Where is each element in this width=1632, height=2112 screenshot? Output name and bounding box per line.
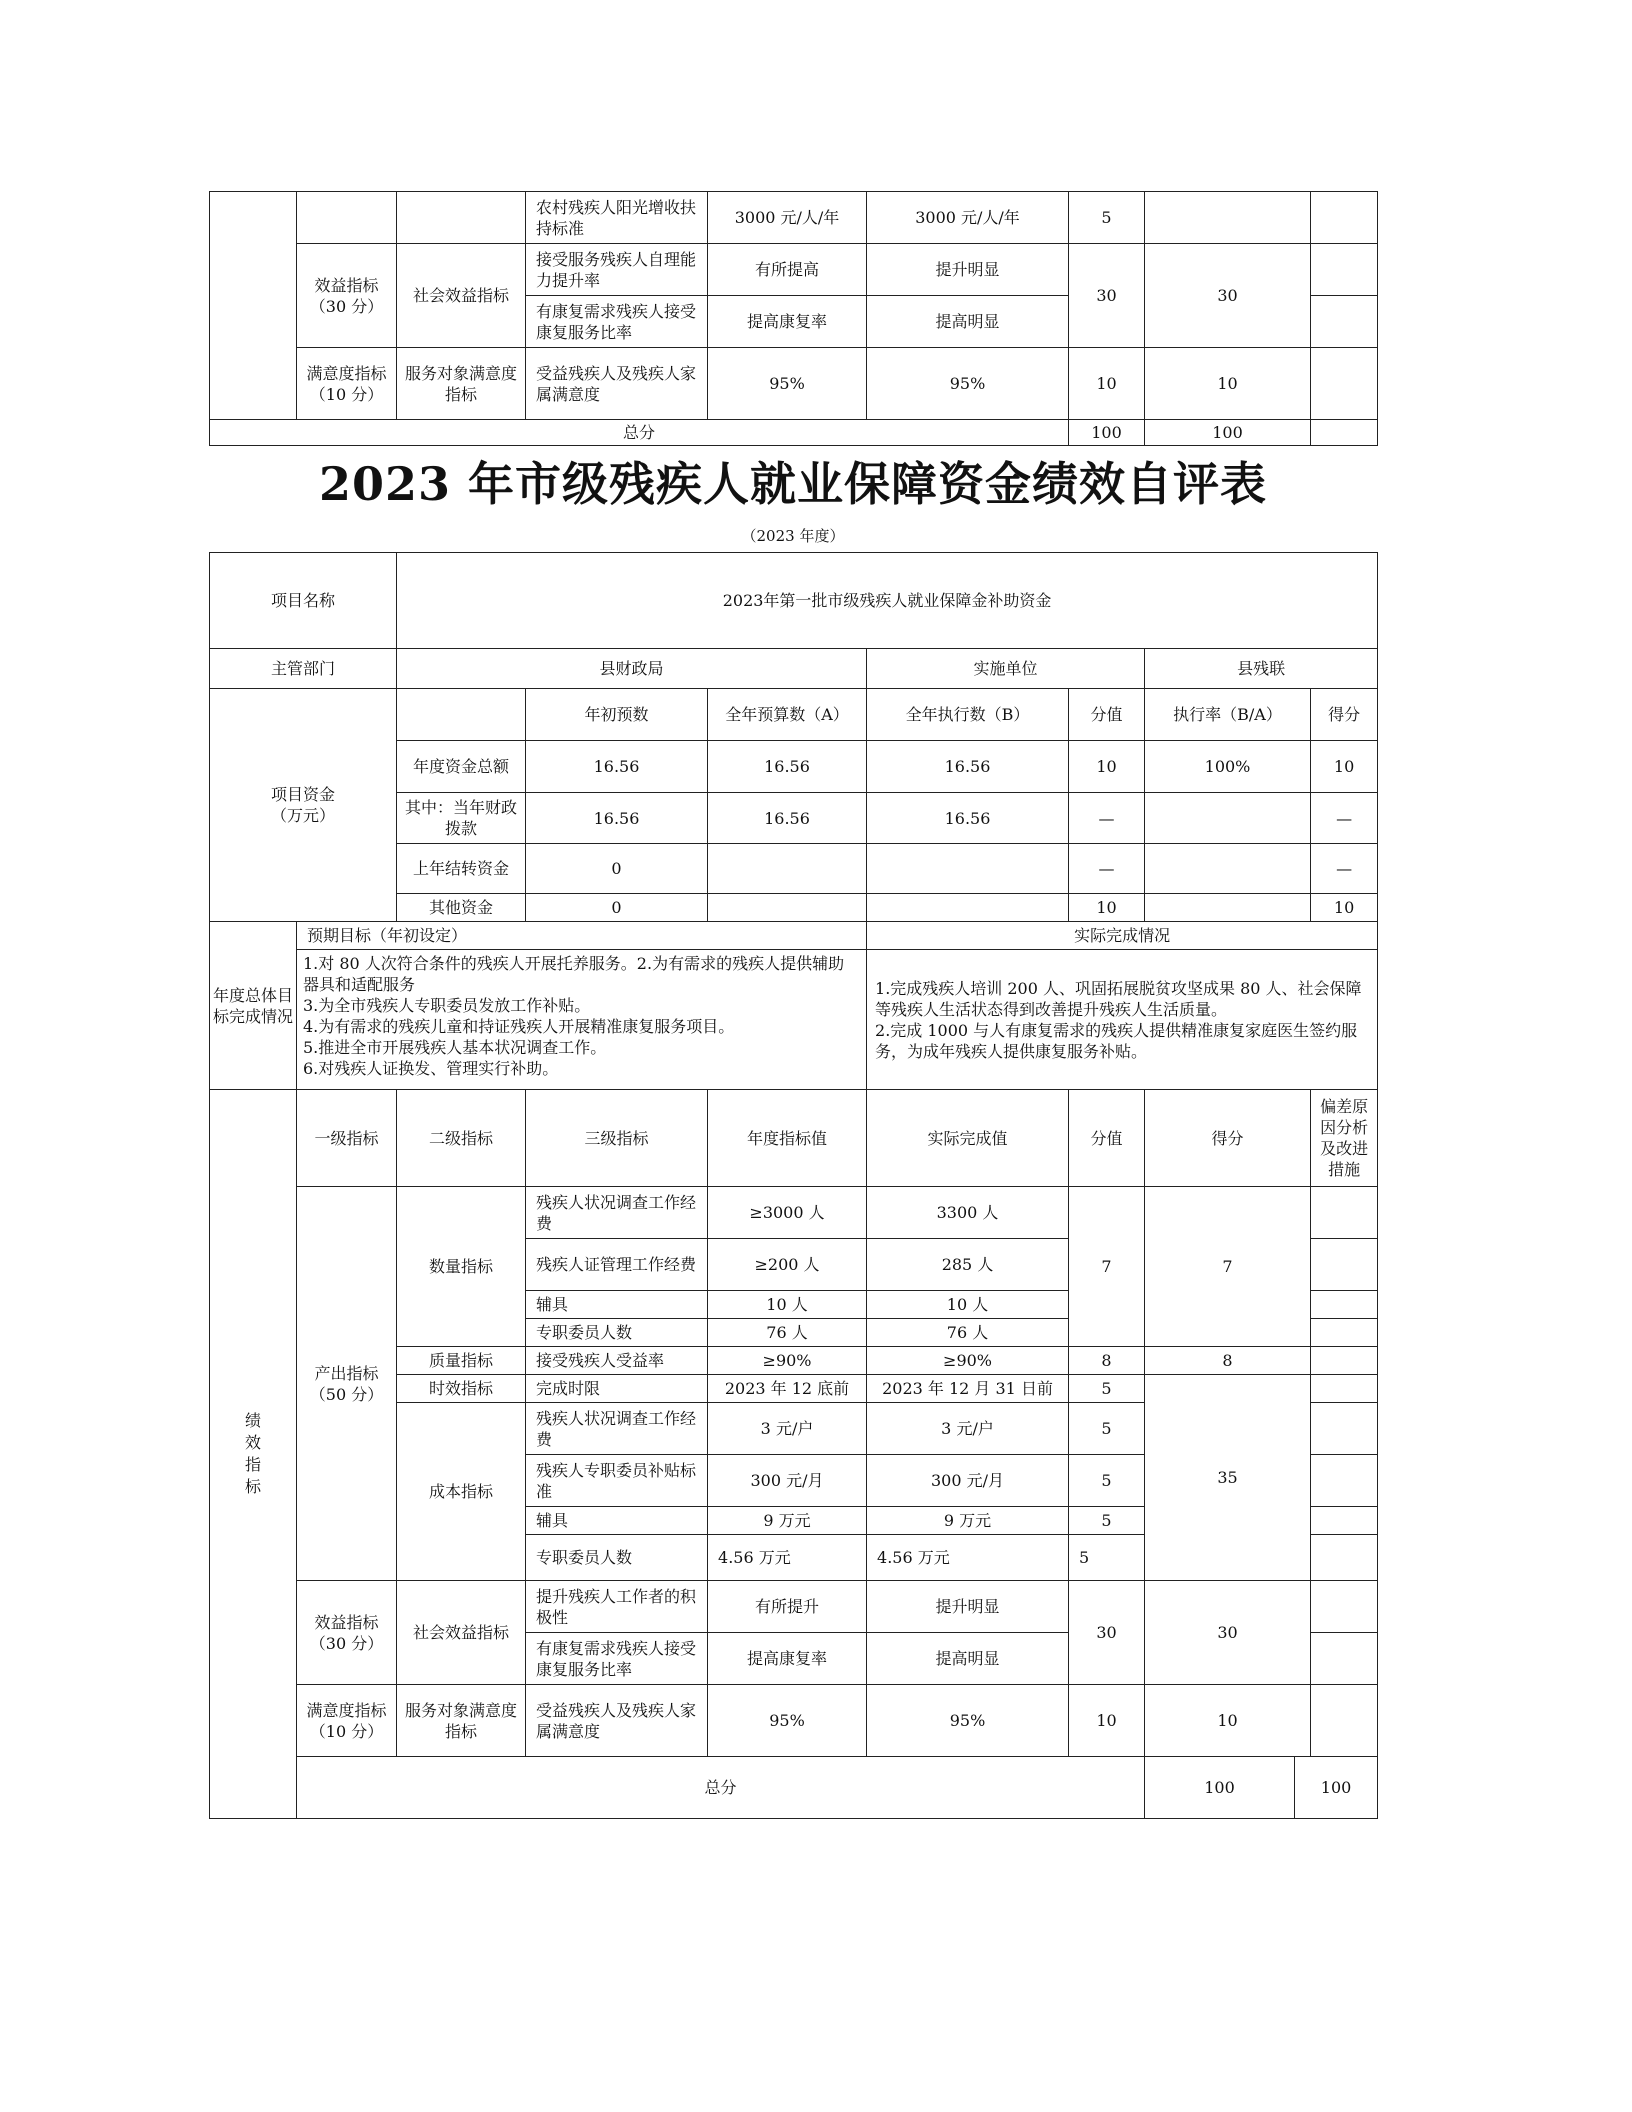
funds-cell xyxy=(1145,793,1311,844)
score-value: 5 xyxy=(1069,192,1145,244)
funds-cell: 16.56 xyxy=(526,741,708,793)
second-level-indicator: 数量指标 xyxy=(397,1187,526,1347)
funds-cell xyxy=(867,844,1069,894)
funds-cell: 16.56 xyxy=(526,793,708,844)
note-cell xyxy=(1311,1403,1378,1455)
actual-value: 提升明显 xyxy=(867,1581,1069,1633)
empty-cell xyxy=(210,192,297,420)
actual-value: 提高明显 xyxy=(867,296,1069,348)
score-value: 8 xyxy=(1069,1347,1145,1375)
funds-cell xyxy=(708,894,867,922)
score-value: 10 xyxy=(1069,348,1145,420)
note-cell xyxy=(1311,1507,1378,1535)
got-value: 10 xyxy=(1145,1685,1311,1757)
actual-value: 3300 人 xyxy=(867,1187,1069,1239)
annual-target: 10 人 xyxy=(708,1291,867,1319)
annual-target: 提高康复率 xyxy=(708,1633,867,1685)
actual-value: 3000 元/人/年 xyxy=(867,192,1069,244)
actual-value: 300 元/月 xyxy=(867,1455,1069,1507)
score-value: 5 xyxy=(1069,1403,1145,1455)
score-value: 5 xyxy=(1069,1375,1145,1403)
funds-cell: 0 xyxy=(526,844,708,894)
got-value: 30 xyxy=(1145,244,1311,348)
third-level-indicator: 残疾人状况调查工作经费 xyxy=(526,1187,708,1239)
funds-cell: 16.56 xyxy=(867,741,1069,793)
perf-label: 绩效指标 xyxy=(210,1090,297,1819)
first-level-indicator: 产出指标 （50 分） xyxy=(297,1187,397,1581)
funds-cell xyxy=(1145,894,1311,922)
funds-cell: 10 xyxy=(1311,741,1378,793)
expected-goals xyxy=(297,950,867,1090)
funds-row-name: 其他资金 xyxy=(397,894,526,922)
actual-value: 285 人 xyxy=(867,1239,1069,1291)
annual-target: ≥90% xyxy=(708,1347,867,1375)
annual-target: 有所提升 xyxy=(708,1581,867,1633)
actual-value: 76 人 xyxy=(867,1319,1069,1347)
total-got: 100 xyxy=(1145,420,1311,446)
funds-cell: 16.56 xyxy=(708,793,867,844)
funds-cell: — xyxy=(1311,844,1378,894)
expected-goal-item: 1.对 80 人次符合条件的残疾人开展托养服务。2.为有需求的残疾人提供辅助器具和适配服务 xyxy=(303,954,845,994)
actual-value: 95% xyxy=(867,1685,1069,1757)
third-level-indicator: 辅具 xyxy=(526,1291,708,1319)
funds-cell: 0 xyxy=(526,894,708,922)
funds-row-name: 其中：当年财政拨款 xyxy=(397,793,526,844)
second-level-indicator: 服务对象满意度指标 xyxy=(397,1685,526,1757)
funds-cell xyxy=(867,894,1069,922)
project-name: 2023年第一批市级残疾人就业保障金补助资金 xyxy=(397,553,1378,649)
actual-completion xyxy=(867,950,1378,1090)
empty-cell xyxy=(297,192,397,244)
annual-target: 3000 元/人/年 xyxy=(708,192,867,244)
perf-header: 一级指标 xyxy=(297,1090,397,1187)
expected-goal-item: 5.推进全市开展残疾人基本状况调查工作。 xyxy=(303,1038,607,1057)
dept-label: 主管部门 xyxy=(210,649,397,689)
note-cell xyxy=(1311,192,1378,244)
second-level-indicator: 社会效益指标 xyxy=(397,1581,526,1685)
first-level-indicator: 满意度指标 （10 分） xyxy=(297,348,397,420)
note-cell xyxy=(1311,296,1378,348)
second-level-indicator: 社会效益指标 xyxy=(397,244,526,348)
funds-cell: 10 xyxy=(1069,894,1145,922)
funds-cell: — xyxy=(1069,844,1145,894)
third-level-indicator: 接受残疾人受益率 xyxy=(526,1347,708,1375)
annual-target: 9 万元 xyxy=(708,1507,867,1535)
note-cell xyxy=(1311,1455,1378,1507)
third-level-indicator: 接受服务残疾人自理能力提升率 xyxy=(526,244,708,296)
perf-header: 偏差原因分析及改进措施 xyxy=(1311,1090,1378,1187)
annual-target: ≥3000 人 xyxy=(708,1187,867,1239)
got-value: 10 xyxy=(1145,348,1311,420)
impl-value: 县残联 xyxy=(1145,649,1378,689)
perf-header: 分值 xyxy=(1069,1090,1145,1187)
funds-row-name: 上年结转资金 xyxy=(397,844,526,894)
funds-row-name: 年度资金总额 xyxy=(397,741,526,793)
total-score: 100 xyxy=(1145,1757,1295,1819)
note-cell xyxy=(1311,1239,1378,1291)
actual-completion-label: 实际完成情况 xyxy=(867,922,1378,950)
got-value: 8 xyxy=(1145,1347,1311,1375)
note-cell xyxy=(1311,1187,1378,1239)
empty-cell xyxy=(397,192,526,244)
annual-target: 300 元/月 xyxy=(708,1455,867,1507)
actual-value: 95% xyxy=(867,348,1069,420)
note-cell xyxy=(1311,1375,1378,1403)
actual-value: 2023 年 12 月 31 日前 xyxy=(867,1375,1069,1403)
third-level-indicator: 有康复需求残疾人接受康复服务比率 xyxy=(526,1633,708,1685)
annual-target: 76 人 xyxy=(708,1319,867,1347)
got-value xyxy=(1145,192,1311,244)
expected-goal-label: 预期目标（年初设定） xyxy=(297,922,867,950)
funds-cell: — xyxy=(1311,793,1378,844)
third-level-indicator: 有康复需求残疾人接受康复服务比率 xyxy=(526,296,708,348)
score-value: 30 xyxy=(1069,1581,1145,1685)
year-note: （2023 年度） xyxy=(741,527,845,545)
second-level-indicator: 服务对象满意度指标 xyxy=(397,348,526,420)
perf-header: 得分 xyxy=(1145,1090,1311,1187)
actual-completion-item: 1.完成残疾人培训 200 人、巩固拓展脱贫攻坚成果 80 人、社会保障等残疾人生活状态得到改善提升残疾人生活质量。 xyxy=(875,978,1362,1019)
actual-value: 9 万元 xyxy=(867,1507,1069,1535)
actual-value: 3 元/户 xyxy=(867,1403,1069,1455)
expected-goal-item: 3.为全市残疾人专职委员发放工作补贴。 xyxy=(303,996,591,1015)
funds-cell xyxy=(1145,844,1311,894)
annual-target: 2023 年 12 底前 xyxy=(708,1375,867,1403)
annual-target: 95% xyxy=(708,348,867,420)
score-value: 5 xyxy=(1069,1455,1145,1507)
third-level-indicator: 专职委员人数 xyxy=(526,1319,708,1347)
note-cell xyxy=(1311,420,1378,446)
page-title: 2023 年市级残疾人就业保障资金绩效自评表 xyxy=(318,457,1268,511)
third-level-indicator: 辅具 xyxy=(526,1507,708,1535)
impl-label: 实施单位 xyxy=(867,649,1145,689)
empty-cell xyxy=(397,689,526,741)
note-cell xyxy=(1311,1347,1378,1375)
total-label: 总分 xyxy=(297,1757,1145,1819)
total-label: 总分 xyxy=(210,420,1069,446)
annual-target: 3 元/户 xyxy=(708,1403,867,1455)
annual-target: ≥200 人 xyxy=(708,1239,867,1291)
third-level-indicator: 残疾人状况调查工作经费 xyxy=(526,1403,708,1455)
note-cell xyxy=(1311,348,1378,420)
expected-goal-item: 4.为有需求的残疾儿童和持证残疾人开展精准康复服务项目。 xyxy=(303,1017,735,1036)
actual-value: 提升明显 xyxy=(867,244,1069,296)
funds-header: 全年执行数（B） xyxy=(867,689,1069,741)
total-score: 100 xyxy=(1069,420,1145,446)
funds-header: 全年预算数（A） xyxy=(708,689,867,741)
first-level-indicator: 效益指标 （30 分） xyxy=(297,1581,397,1685)
main-table-wrap xyxy=(209,552,1377,1819)
annual-target: 4.56 万元 xyxy=(708,1535,867,1581)
project-name-label: 项目名称 xyxy=(210,553,397,649)
continuation-table-wrap xyxy=(209,191,1377,446)
note-cell xyxy=(1311,1633,1378,1685)
score-value: 5 xyxy=(1069,1535,1145,1581)
perf-header: 实际完成值 xyxy=(867,1090,1069,1187)
funds-cell: 100% xyxy=(1145,741,1311,793)
actual-value: 提高明显 xyxy=(867,1633,1069,1685)
annual-target: 提高康复率 xyxy=(708,296,867,348)
funds-label: 项目资金 （万元） xyxy=(210,689,397,922)
goals-label: 年度总体目标完成情况 xyxy=(210,922,297,1090)
perf-header: 年度指标值 xyxy=(708,1090,867,1187)
got-value: 7 xyxy=(1145,1187,1311,1347)
actual-completion-item: 2.完成 1000 与人有康复需求的残疾人提供精准康复家庭医生签约服务，为成年残疾人提供康复服务补贴。 xyxy=(875,1020,1358,1061)
funds-cell: — xyxy=(1069,793,1145,844)
funds-header: 执行率（B/A） xyxy=(1145,689,1311,741)
third-level-indicator: 完成时限 xyxy=(526,1375,708,1403)
dept-value: 县财政局 xyxy=(397,649,867,689)
score-value: 30 xyxy=(1069,244,1145,348)
funds-cell: 16.56 xyxy=(867,793,1069,844)
funds-cell: 16.56 xyxy=(708,741,867,793)
third-level-indicator: 残疾人专职委员补贴标准 xyxy=(526,1455,708,1507)
actual-value: ≥90% xyxy=(867,1347,1069,1375)
second-level-indicator: 质量指标 xyxy=(397,1347,526,1375)
third-level-indicator: 受益残疾人及残疾人家属满意度 xyxy=(526,348,708,420)
actual-value: 4.56 万元 xyxy=(867,1535,1069,1581)
first-level-indicator: 满意度指标 （10 分） xyxy=(297,1685,397,1757)
score-value: 5 xyxy=(1069,1507,1145,1535)
perf-header: 三级指标 xyxy=(526,1090,708,1187)
funds-cell xyxy=(708,844,867,894)
third-level-indicator: 农村残疾人阳光增收扶持标准 xyxy=(526,192,708,244)
perf-header: 二级指标 xyxy=(397,1090,526,1187)
funds-cell: 10 xyxy=(1069,741,1145,793)
actual-value: 10 人 xyxy=(867,1291,1069,1319)
funds-header: 分值 xyxy=(1069,689,1145,741)
second-level-indicator: 时效指标 xyxy=(397,1375,526,1403)
third-level-indicator: 提升残疾人工作者的积极性 xyxy=(526,1581,708,1633)
note-cell xyxy=(1311,1685,1378,1757)
annual-target: 有所提高 xyxy=(708,244,867,296)
score-value: 10 xyxy=(1069,1685,1145,1757)
funds-header: 得分 xyxy=(1311,689,1378,741)
note-cell xyxy=(1311,1581,1378,1633)
note-cell xyxy=(1311,244,1378,296)
note-cell xyxy=(1311,1291,1378,1319)
got-value: 35 xyxy=(1145,1375,1311,1581)
got-value: 30 xyxy=(1145,1581,1311,1685)
score-value: 7 xyxy=(1069,1187,1145,1347)
first-level-indicator: 效益指标 （30 分） xyxy=(297,244,397,348)
funds-header: 年初预数 xyxy=(526,689,708,741)
third-level-indicator: 残疾人证管理工作经费 xyxy=(526,1239,708,1291)
expected-goal-item: 6.对残疾人证换发、管理实行补助。 xyxy=(303,1059,559,1078)
main-table xyxy=(209,552,1378,1819)
third-level-indicator: 专职委员人数 xyxy=(526,1535,708,1581)
annual-target: 95% xyxy=(708,1685,867,1757)
second-level-indicator: 成本指标 xyxy=(397,1403,526,1581)
third-level-indicator: 受益残疾人及残疾人家属满意度 xyxy=(526,1685,708,1757)
funds-cell: 10 xyxy=(1311,894,1378,922)
note-cell xyxy=(1311,1319,1378,1347)
total-got: 100 xyxy=(1295,1757,1378,1819)
note-cell xyxy=(1311,1535,1378,1581)
continuation-table xyxy=(209,191,1378,446)
